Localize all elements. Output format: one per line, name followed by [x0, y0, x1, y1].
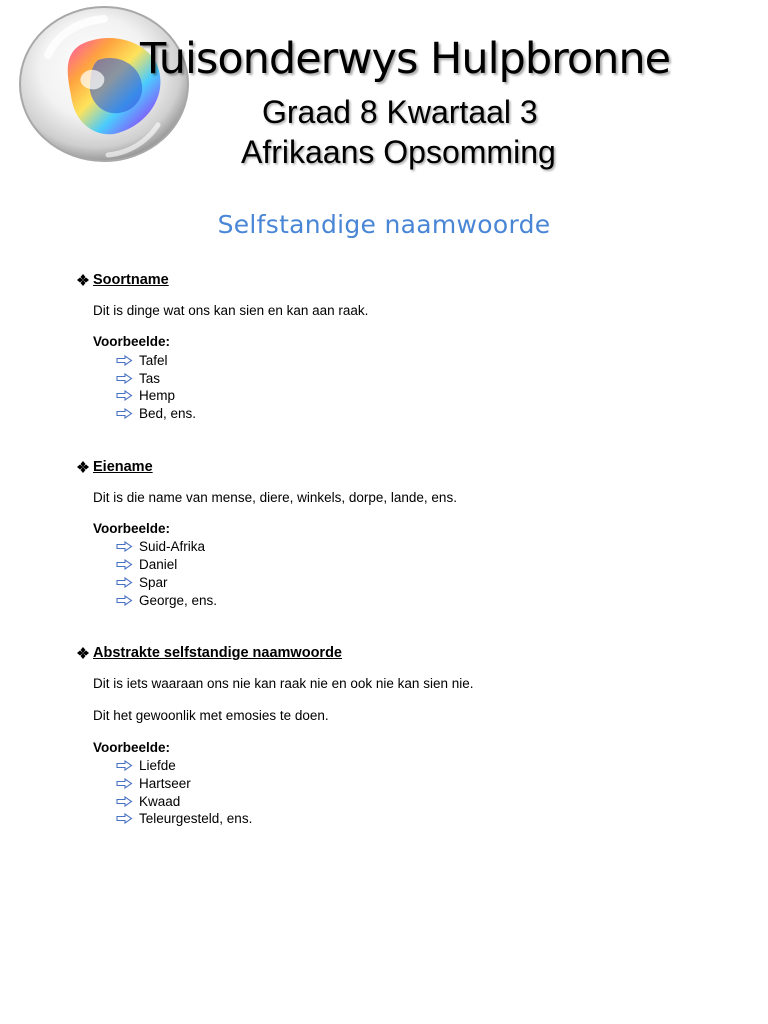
diamond-bullet-icon [76, 646, 93, 660]
diamond-bullet-icon [76, 460, 93, 474]
arrow-bullet-icon [116, 778, 133, 789]
example-text: Bed, ens. [139, 406, 197, 422]
section-description: Dit is dinge wat ons kan sien en kan aan raak. [93, 303, 369, 318]
list-item [116, 792, 736, 810]
examples-list [76, 351, 736, 422]
list-item [116, 369, 736, 387]
section-abstrakte [76, 643, 736, 828]
document-title: Selfstandige naamwoorde [217, 210, 551, 239]
list-item [116, 351, 736, 369]
arrow-bullet-icon [116, 390, 133, 401]
arrow-bullet-icon [116, 541, 133, 552]
example-text: Hemp [139, 388, 176, 404]
example-text: Teleurgesteld, ens. [139, 811, 253, 827]
arrow-bullet-icon [116, 373, 133, 384]
section-description-2: Dit het gewoonlik met emosies te doen. [93, 708, 329, 724]
example-text: Tas [139, 370, 161, 386]
examples-list [76, 757, 736, 828]
section-description: Dit is iets waaraan ons nie kan raak nie en ook nie kan sien nie. [93, 676, 474, 692]
brand-title: Tuisonderwys Hulpbronne [140, 34, 671, 84]
example-text: Kwaad [139, 793, 181, 809]
examples-list [76, 538, 736, 609]
arrow-bullet-icon [116, 796, 133, 807]
list-item [116, 774, 736, 792]
list-item [116, 405, 736, 423]
examples-label: Voorbeelde: [93, 334, 171, 350]
arrow-bullet-icon [116, 577, 133, 588]
diamond-bullet-icon [76, 273, 93, 287]
arrow-bullet-icon [116, 408, 133, 419]
section-heading [76, 643, 736, 663]
section-title: Soortname [93, 272, 169, 288]
examples-label: Voorbeelde: [93, 739, 171, 755]
list-item [116, 574, 736, 592]
example-text: Tafel [139, 352, 168, 368]
section-title: Abstrakte selfstandige naamwoorde [93, 645, 342, 662]
section-soortname [76, 270, 736, 423]
arrow-bullet-icon [116, 595, 133, 606]
section-eiename [76, 457, 736, 610]
arrow-bullet-icon [116, 760, 133, 771]
section-title: Eiename [93, 458, 153, 475]
soap-bubble-logo-icon [18, 5, 190, 163]
list-item [116, 387, 736, 405]
section-heading [76, 457, 736, 477]
subject-subtitle: Afrikaans Opsomming [241, 134, 556, 170]
section-heading [76, 270, 736, 290]
example-text: Suid-Afrika [139, 539, 206, 555]
section-description: Dit is die name van mense, diere, winkels, dorpe, lande, ens. [93, 489, 457, 505]
examples-label: Voorbeelde: [93, 520, 171, 536]
list-item [116, 538, 736, 556]
example-text: Hartseer [139, 775, 191, 791]
arrow-bullet-icon [116, 355, 133, 366]
page-header [0, 0, 768, 180]
arrow-bullet-icon [116, 813, 133, 824]
list-item [116, 556, 736, 574]
arrow-bullet-icon [116, 559, 133, 570]
list-item [116, 810, 736, 828]
example-text: George, ens. [139, 592, 218, 608]
example-text: Spar [139, 574, 168, 590]
example-text: Daniel [139, 557, 178, 573]
example-text: Liefde [139, 758, 176, 774]
grade-term-subtitle: Graad 8 Kwartaal 3 [262, 94, 538, 130]
list-item [116, 757, 736, 775]
list-item [116, 591, 736, 609]
sections-container [76, 270, 736, 862]
